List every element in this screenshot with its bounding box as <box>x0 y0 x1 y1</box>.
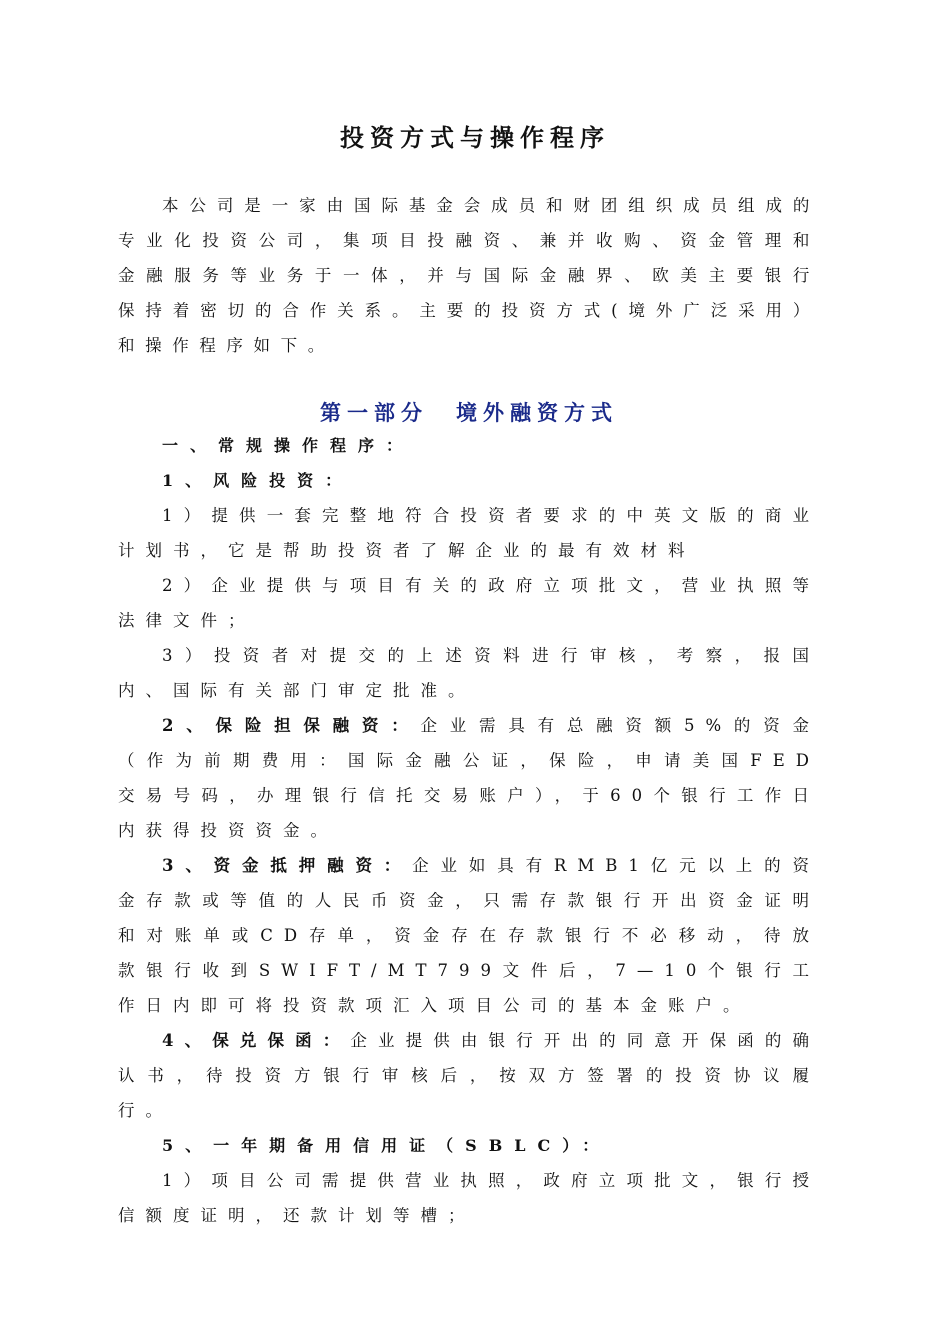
document-body <box>118 188 820 1233</box>
part-one-title <box>118 398 820 428</box>
item-4-text: 企业提供由银行开出的同意开保函的确认书，待投资方银行审核后，按双方签署的投资协议履行。 <box>118 1031 821 1120</box>
item-3-heading: 3、资金抵押融资： <box>162 856 413 875</box>
item-1-heading: 1、风险投资： <box>162 471 354 490</box>
item-5-step-1: 1）项目公司需提供营业执照，政府立项批文，银行授信额度证明，还款计划等槽； <box>118 1171 820 1225</box>
item-3-paragraph <box>118 848 820 1023</box>
item-2-text: 企业需具有总融资额5%的资金（作为前期费用：国际金融公证，保险，申请美国FED交易号码，办理银行信托交易账户），于60个银行工作日内获得投资资金。 <box>118 716 820 840</box>
document-title: 投资方式与操作程序 <box>340 123 610 152</box>
section-one-heading: 一、常规操作程序： <box>162 436 415 455</box>
item-2-heading: 2、保险担保融资： <box>162 716 421 735</box>
part-one-label: 第一部分 <box>320 400 428 425</box>
item-2-paragraph <box>118 708 820 848</box>
item-4-heading: 4、保兑保函： <box>162 1031 351 1050</box>
item-4-paragraph <box>118 1023 820 1128</box>
part-one-name: 境外融资方式 <box>456 400 618 425</box>
item-5-heading: 5、一年期备用信用证（SBLC）： <box>162 1136 611 1155</box>
item-1-step-3: 3）投资者对提交的上述资料进行审核，考察，报国内、国际有关部门审定批准。 <box>118 646 820 700</box>
intro-paragraph: 本公司是一家由国际基金会成员和财团组织成员组成的专业化投资公司，集项目投融资、兼并收购、资金管理和金融服务等业务于一体，并与国际金融界、欧美主要银行保持着密切的合作关系。主要的投资方式(境外广泛采用）和操作程序如下。 <box>118 196 820 355</box>
item-1-step-1: 1）提供一套完整地符合投资者要求的中英文版的商业计划书，它是帮助投资者了解企业的最有效材料 <box>118 506 820 560</box>
item-3-text: 企业如具有RMB1亿元以上的资金存款或等值的人民币资金，只需存款银行开出资金证明和对账单或CD存单，资金存在存款银行不必移动，待放款银行收到SWIFT/MT799文件后，7—10个银行工作日内即可将投资款项汇入项目公司的基本金账户。 <box>118 856 820 1015</box>
item-1-step-2: 2）企业提供与项目有关的政府立项批文，营业执照等法律文件； <box>118 576 820 630</box>
